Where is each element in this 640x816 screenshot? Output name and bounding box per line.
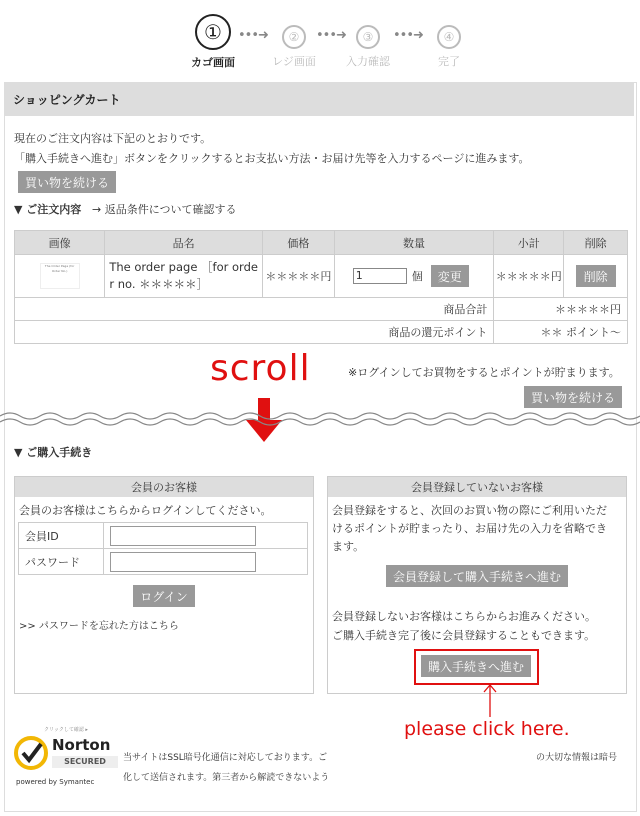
guest-desc-3: ます。 [332, 540, 365, 553]
item-name-line-1[interactable]: The order page ［for orde [109, 260, 258, 274]
item-thumbnail-cell [15, 255, 105, 298]
please-click-annotation: please click here. [404, 718, 570, 740]
cart-table [14, 230, 628, 344]
ssl-text-2: 化して送信されます。第三者から解読できないよう [123, 773, 330, 783]
item-thumbnail[interactable]: The Order Page (for Order No.) [40, 263, 80, 289]
col-image: 画像 [15, 231, 105, 255]
member-desc: 会員のお客様はこちらからログインしてください。 [19, 504, 272, 517]
login-form [18, 522, 308, 575]
norton-powered: powered by Symantec [16, 778, 95, 786]
step-3-label: 入力確認 [346, 55, 390, 68]
member-id-input[interactable] [110, 526, 256, 546]
step-1 [168, 18, 258, 70]
total-value: ＊＊＊＊＊円 [494, 298, 628, 321]
qty-unit: 個 [411, 270, 423, 283]
step-1-label: カゴ画面 [191, 56, 235, 69]
delete-cell [564, 255, 628, 298]
points-value: ＊＊ ポイント〜 [494, 321, 628, 344]
step-3 [323, 18, 413, 69]
step-arrow-icon: •••➜ [316, 28, 346, 43]
item-name-cell [105, 255, 263, 298]
norton-seal[interactable] [12, 726, 120, 790]
login-button[interactable]: ログイン [133, 585, 195, 607]
cart-intro-2: 「購入手続きへ進む」ボタンをクリックするとお支払い方法・お届け先等を入力するページに進みます。 [14, 152, 530, 165]
points-row [15, 321, 628, 344]
step-4-number: ④ [437, 25, 461, 49]
forgot-password-link[interactable]: >> パスワードを忘れた方はこちら [19, 621, 179, 632]
total-row [15, 298, 628, 321]
page-break-wave [0, 408, 640, 430]
step-3-number: ③ [356, 25, 380, 49]
total-label: 商品合計 [15, 298, 494, 321]
guest-desc-4: 会員登録しないお客様はこちらからお進みください。 [332, 610, 596, 623]
step-1-number: ① [195, 14, 231, 50]
up-arrow-icon [483, 683, 497, 719]
member-panel-title: 会員のお客様 [15, 477, 313, 497]
login-points-note: ※ログインしてお買物をするとポイントが貯まります。 [348, 366, 620, 379]
guest-desc-2: けるポイントが貯まったり、お届け先の入力を省略でき [332, 522, 607, 535]
cart-intro-1: 現在のご注文内容は下記のとおりです。 [14, 132, 212, 145]
step-4 [404, 18, 494, 69]
table-row [15, 255, 628, 298]
register-and-purchase-button[interactable]: 会員登録して購入手続きへ進む [386, 565, 568, 587]
change-quantity-button[interactable]: 変更 [431, 265, 469, 287]
quantity-input[interactable]: 1 [353, 268, 407, 284]
norton-check-icon [14, 736, 48, 770]
item-qty-cell [334, 255, 494, 298]
col-price: 価格 [262, 231, 334, 255]
col-name: 品名 [105, 231, 263, 255]
step-4-label: 完了 [438, 55, 460, 68]
item-subtotal: ＊＊＊＊＊円 [494, 255, 564, 298]
norton-secured: SECURED [52, 756, 118, 768]
norton-name: Norton [52, 736, 111, 754]
return-policy-link[interactable]: → 返品条件について確認する [92, 203, 237, 216]
continue-shopping-button[interactable]: 買い物を続ける [18, 171, 116, 193]
proceed-to-purchase-button[interactable]: 購入手続きへ進む [421, 655, 531, 677]
scroll-annotation: scroll [210, 348, 311, 389]
member-id-label: 会員ID [19, 523, 104, 549]
item-price: ＊＊＊＊＊円 [262, 255, 334, 298]
delete-item-button[interactable]: 削除 [576, 265, 616, 287]
password-label: パスワード [19, 549, 104, 575]
cart-table-header [15, 231, 628, 255]
password-input[interactable] [110, 552, 256, 572]
col-delete: 削除 [564, 231, 628, 255]
ssl-text-1: 当サイトはSSL暗号化通信に対応しております。ご [123, 753, 328, 763]
guest-desc-5: ご購入手続き完了後に会員登録することもできます。 [332, 629, 596, 642]
step-arrow-icon: •••➜ [393, 28, 423, 43]
step-2-number: ② [282, 25, 306, 49]
purchase-heading: ▼ ご購入手続き [14, 446, 93, 459]
cart-title: ショッピングカート [5, 83, 634, 116]
points-label: 商品の還元ポイント [15, 321, 494, 344]
step-2-label: レジ画面 [272, 55, 316, 68]
col-subtotal: 小計 [494, 231, 564, 255]
item-name-line-2[interactable]: r no. ＊＊＊＊＊］ [109, 277, 209, 291]
col-qty: 数量 [334, 231, 494, 255]
guest-panel-title: 会員登録していないお客様 [328, 477, 626, 497]
step-arrow-icon: •••➜ [238, 28, 268, 43]
ssl-text-3: の大切な情報は暗号 [536, 753, 618, 763]
order-contents-heading: ▼ ご注文内容 [14, 203, 82, 216]
continue-shopping-button-2[interactable]: 買い物を続ける [524, 386, 622, 408]
norton-verify-text: クリックして確認 ▸ [44, 727, 88, 733]
guest-desc-1: 会員登録をすると、次回のお買い物の際にご利用いただ [332, 504, 607, 517]
